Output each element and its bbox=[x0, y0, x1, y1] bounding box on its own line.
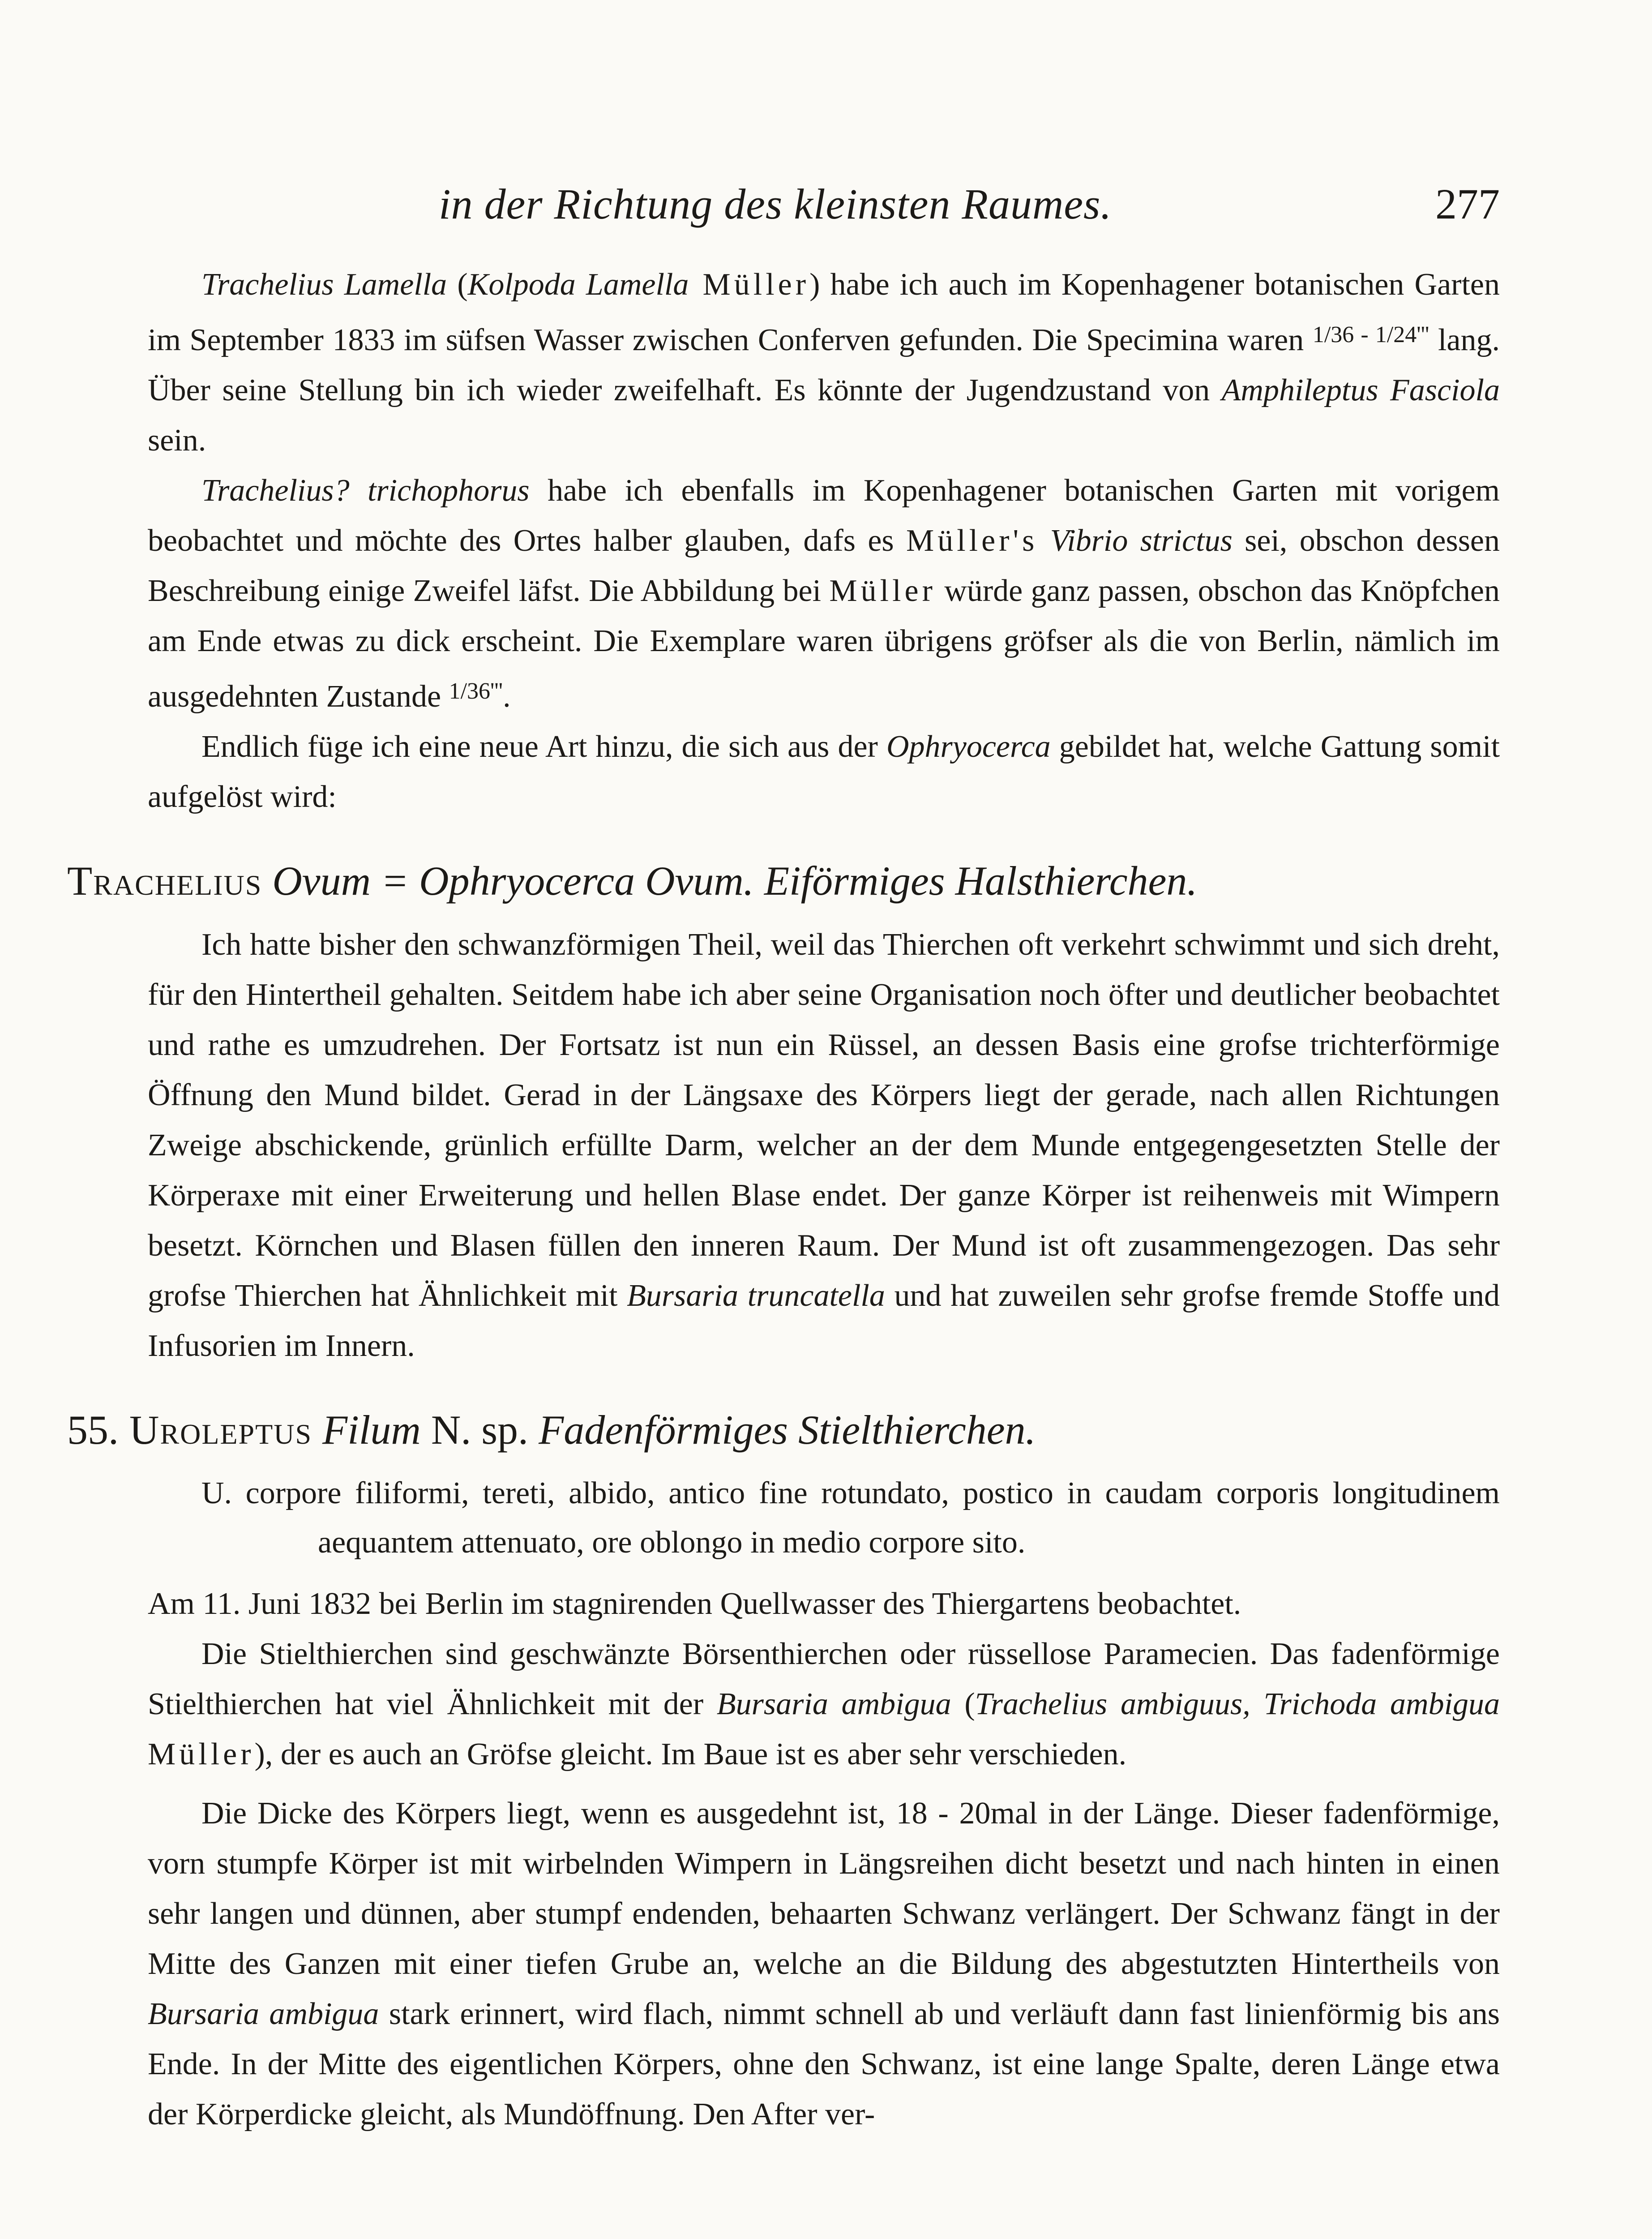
paragraph-new-species-intro bbox=[148, 722, 1500, 822]
size-fraction: 1/36''' bbox=[449, 678, 503, 704]
text: Endlich füge ich eine neue Art hinzu, die sich aus der bbox=[201, 729, 886, 764]
text: Ich hatte bisher den schwanzförmigen Theil, weil das Thierchen oft verkehrt schwimmt und sich dreht, für den Hintertheil gehalten. Seitdem habe ich aber seine Organisation noch öfter und deutlicher beobachtet und rathe es umzudrehen. Der Fortsatz ist nun ein Rüssel, an dessen Basis eine grofse trichterförmige Öffnung den Mund bildet. Gerad in der Längsaxe des Körpers liegt der gerade, nach allen Richtungen Zweige abschickende, grünlich erfüllte Darm, welcher an der dem Munde entgegengesetzten Stelle der Körperaxe mit einer Erweiterung und hellen Blase endet. Der ganze Körper ist reihenweis mit Wimpern besetzt. Körnchen und Blasen füllen den inneren Raum. Der Mund ist oft zusammengezogen. Das sehr grofse Thierchen hat Ähnlichkeit mit bbox=[148, 927, 1500, 1313]
size-fraction: 1/36 - 1/24''' bbox=[1312, 322, 1429, 347]
genus-name: Trachelius bbox=[67, 858, 262, 904]
species-name: Filum bbox=[322, 1407, 421, 1453]
paragraph-gap bbox=[148, 1780, 1500, 1789]
taxon-name: Bursaria ambigua bbox=[148, 1997, 379, 2031]
paragraph-uroleptus-body bbox=[148, 1789, 1500, 2140]
taxon-name: Trachelius? trichophorus bbox=[201, 473, 530, 508]
text: stark erinnert, wird flach, nimmt schnell ab und verläuft dann fast linienförmig bis ans Ende. In der Mitte des eigentlichen Körpers, ohne den Schwanz, ist eine lange Spalte, deren Länge etwa der Körperdicke gleicht, als Mundöffnung. Den After ver- bbox=[148, 1997, 1500, 2132]
page-header bbox=[148, 179, 1500, 228]
section-heading-trachelius-ovum bbox=[67, 852, 1500, 910]
paragraph-trachelius-lamella bbox=[148, 260, 1500, 466]
taxon-name: Ophryocerca bbox=[886, 729, 1051, 764]
text: ), der es auch an Gröfse gleicht. Im Baue ist es aber sehr verschieden. bbox=[254, 1737, 1127, 1771]
taxon-name: Kolpoda Lamella bbox=[467, 267, 689, 302]
taxon-name: Vibrio strictus bbox=[1050, 523, 1233, 558]
taxon-name: Trachelius ambiguus, Trichoda ambigua bbox=[975, 1687, 1500, 1721]
latin-diagnosis: U. corpore filiformi, tereti, albido, antico fine rotundato, postico in caudam corporis longitudinem aequantem attenuato, ore oblongo in medio corpore sito. bbox=[201, 1476, 1500, 1560]
running-title: in der Richtung des kleinsten Raumes. bbox=[439, 180, 1112, 228]
paragraph-uroleptus-comparison bbox=[148, 1629, 1500, 1780]
new-species-mark: N. sp. bbox=[431, 1407, 529, 1453]
text: würde ganz passen, obschon das Knöpfchen am Ende etwas zu dick erscheint. Die Exemplare waren übrigens gröfser als die von Berlin, nämlich im ausgedehnten Zustande bbox=[148, 574, 1500, 714]
paragraph-trachelius-ovum bbox=[148, 920, 1500, 1371]
common-name: Fadenförmiges Stielthierchen. bbox=[539, 1407, 1036, 1453]
text: Die Stielthierchen sind geschwänzte Börsenthierchen oder rüssellose Paramecien. Das fadenförmige Stielthierchen hat viel Ähnlichkeit mit der bbox=[148, 1637, 1500, 1721]
common-name: Eiförmiges Halsthierchen. bbox=[764, 858, 1198, 904]
taxon-name: Bursaria ambigua bbox=[716, 1687, 951, 1721]
species-name: Ovum = Ophryocerca Ovum. bbox=[272, 858, 754, 904]
author-name: Müller bbox=[148, 1737, 255, 1771]
text: ) habe ich auch im Kopenhagener botanischen Garten im September 1833 im süfsen Wasser zwischen Conferven gefunden. Die Specimina waren bbox=[148, 267, 1500, 357]
text: lang. Über seine Stellung bin ich wieder zweifelhaft. Es könnte der Jugendzustand von bbox=[148, 323, 1500, 407]
author-name: Müller bbox=[829, 574, 936, 608]
text: gebildet hat, welche Gattung somit aufgelöst wird: bbox=[148, 729, 1500, 814]
text: ( bbox=[951, 1687, 975, 1721]
section-number: 55. bbox=[67, 1407, 119, 1453]
text: und hat zuweilen sehr grofse fremde Stoffe und Infusorien im Innern. bbox=[148, 1278, 1500, 1363]
author-name: Müller bbox=[689, 267, 810, 302]
genus-name: Uroleptus bbox=[129, 1407, 312, 1453]
text: Die Dicke des Körpers liegt, wenn es ausgedehnt ist, 18 - 20mal in der Länge. Dieser fadenförmige, vorn stumpfe Körper ist mit wirbelnden Wimpern in Längsreihen dicht besetzt und nach hinten in einen sehr langen und dünnen, aber stumpf endenden, behaarten Schwanz verlängert. Der Schwanz fängt in der Mitte des Ganzen mit einer tiefen Grube an, welche an die Bildung des abgestutzten Hintertheils von bbox=[148, 1796, 1500, 1981]
text: sei, obschon dessen Beschreibung einige Zweifel läfst. Die Abbildung bei bbox=[148, 523, 1500, 608]
text bbox=[1038, 523, 1050, 558]
text: . bbox=[503, 679, 511, 714]
paragraph-trachelius-trichophorus bbox=[148, 466, 1500, 722]
taxon-name: Amphileptus Fasciola bbox=[1221, 373, 1500, 407]
text: habe ich ebenfalls im Kopenhagener botanischen Garten mit vorigem beobachtet und möchte des Ortes halber glauben, dafs es bbox=[148, 473, 1500, 558]
section-heading-uroleptus-filum bbox=[67, 1401, 1500, 1459]
page bbox=[67, 179, 1500, 2140]
author-name: Müller's bbox=[906, 523, 1038, 558]
text: sein. bbox=[148, 423, 206, 458]
taxon-name: Bursaria truncatella bbox=[627, 1278, 885, 1313]
page-number: 277 bbox=[1435, 180, 1500, 228]
text: ( bbox=[447, 267, 468, 302]
taxon-name: Trachelius Lamella bbox=[201, 267, 447, 302]
paragraph-observation-date: Am 11. Juni 1832 bei Berlin im stagnirenden Quellwasser des Thiergartens beobachtet. bbox=[148, 1587, 1241, 1621]
